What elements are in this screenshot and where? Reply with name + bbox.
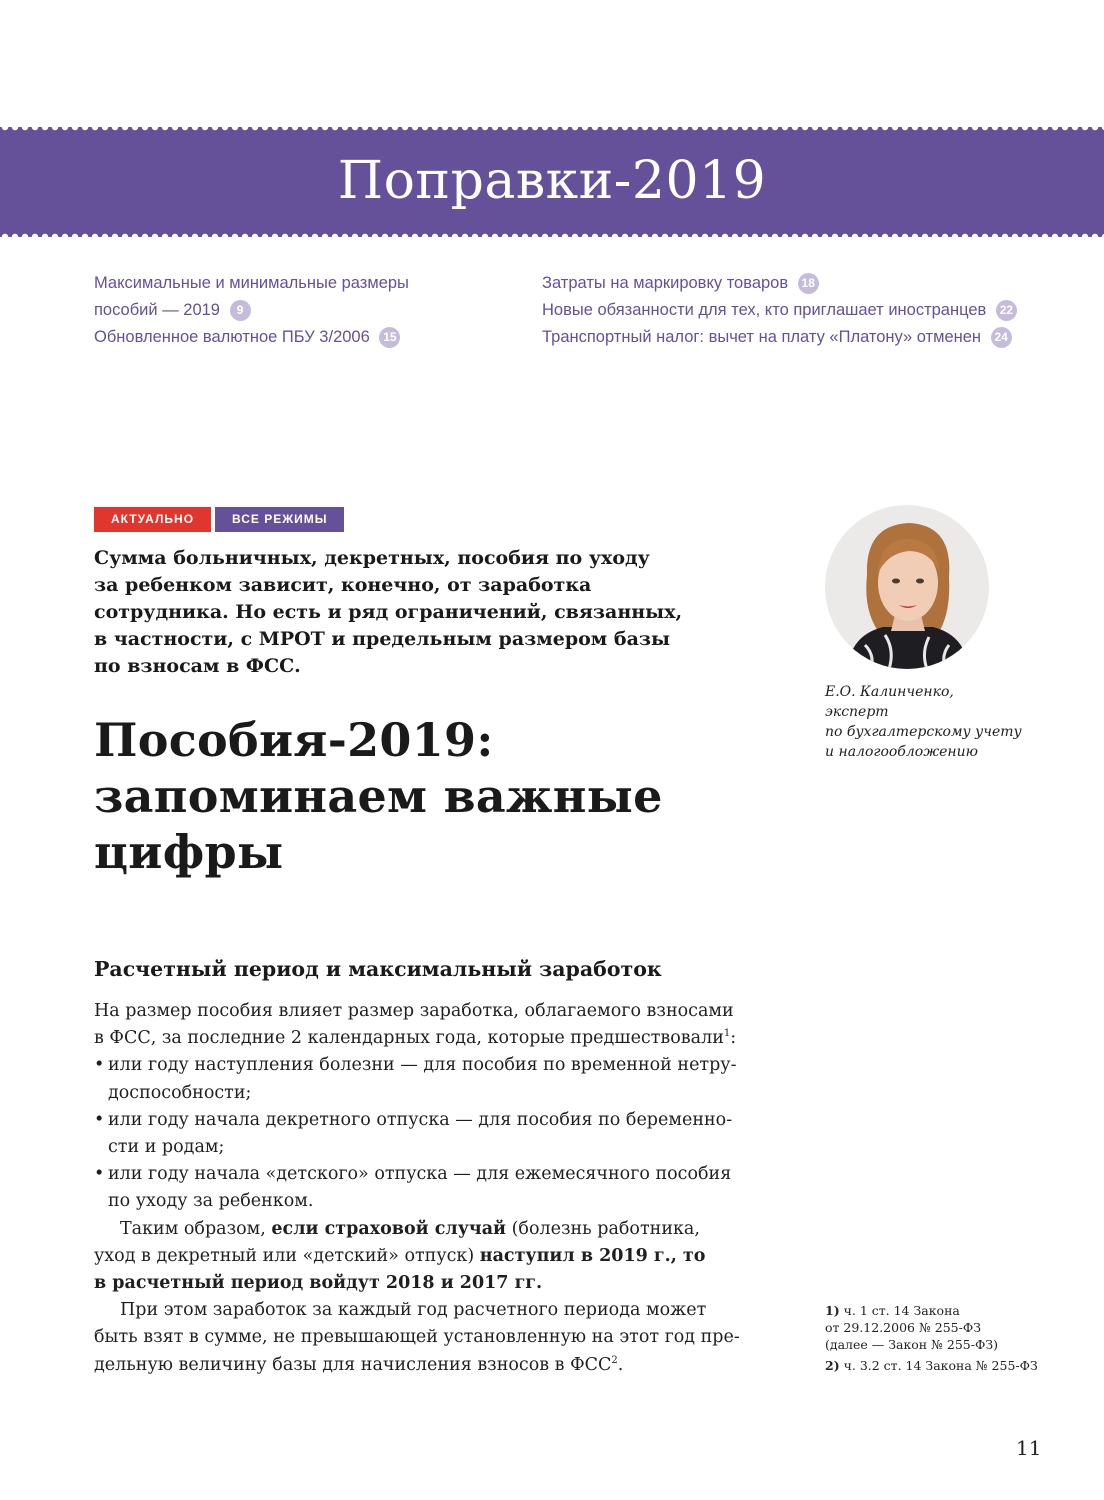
banner-top-edge (0, 123, 1104, 131)
toc-page-badge: 24 (991, 327, 1012, 348)
author-name: Е.О. Калинченко, (825, 684, 954, 700)
tag-all-regimes: ВСЕ РЕЖИМЫ (215, 507, 344, 532)
banner-bottom-edge (0, 233, 1104, 241)
lead-line: по взносам в ФСС. (94, 655, 301, 677)
title-line: цифры (94, 825, 284, 879)
author-role-line: эксперт (825, 704, 889, 720)
section-heading: Расчетный период и максимальный заработок (94, 957, 662, 981)
bullet-icon: • (94, 1109, 105, 1130)
body-line: в ФСС, за последние 2 календарных года, которые предшествовали$^1$: (94, 1028, 737, 1049)
body-line: При этом заработок за каждый год расчетного периода может (120, 1300, 707, 1321)
page-number: 11 (1016, 1436, 1042, 1460)
article-title (94, 712, 774, 880)
author-photo (825, 505, 989, 669)
author-role-line: и налогообложению (825, 744, 978, 760)
body-line: На размер пособия влияет размер заработка, облагаемого взносами (94, 1001, 734, 1021)
list-item-continuation: сти и родам; (108, 1137, 225, 1158)
toc-item-label: Максимальные и минимальные размеры (94, 274, 409, 292)
toc-right-column (542, 270, 1017, 351)
toc-page-badge: 9 (230, 300, 251, 321)
list-item: • или году начала «детского» отпуска — для ежемесячного пособия (94, 1161, 774, 1188)
body-line: дельную величину базы для начисления взносов в ФСС$^2$. (94, 1354, 624, 1375)
list-item: • или году наступления болезни — для пособия по временной нетру- (94, 1052, 774, 1079)
toc-item-label: Транспортный налог: вычет на плату «Платону» отменен (542, 328, 982, 346)
toc-item[interactable] (94, 270, 409, 297)
toc-item[interactable] (94, 297, 409, 324)
footnote-number: 2) (825, 1358, 840, 1373)
title-line: Пособия-2019: (94, 713, 494, 767)
list-item-continuation: по уходу за ребенком. (108, 1191, 314, 1212)
footnote: 1) ч. 1 ст. 14 Закона от 29.12.2006 № 255-ФЗ (далее — Закон № 255-ФЗ) (825, 1303, 999, 1352)
footnote-ref[interactable]: 1 (723, 1028, 731, 1040)
toc-page-badge: 22 (996, 300, 1017, 321)
toc-item[interactable] (542, 270, 1017, 297)
lead-line: сотрудника. Но есть и ряд ограничений, связанных, (94, 601, 683, 623)
list-item-continuation: доспособности; (108, 1082, 252, 1103)
toc-page-badge: 18 (798, 273, 819, 294)
bullet-icon: • (94, 1055, 105, 1076)
body-line: в расчетный период войдут 2018 и 2017 гг. (94, 1273, 543, 1294)
toc-item[interactable] (94, 324, 409, 351)
article-body (94, 998, 774, 1379)
toc-left-column (94, 270, 409, 351)
lead-line: в частности, с МРОТ и предельным размером базы (94, 628, 671, 650)
article-tags (94, 507, 348, 532)
footnote: 2) ч. 3.2 ст. 14 Закона № 255-ФЗ (825, 1358, 1038, 1373)
footnotes (825, 1302, 1075, 1378)
toc-item-label: Обновленное валютное ПБУ 3/2006 (94, 328, 370, 346)
author-caption (825, 682, 1065, 762)
section-title: Поправки-2019 (337, 151, 767, 211)
body-line: быть взят в сумме, не превышающей установленную на этот год пре- (94, 1327, 740, 1348)
toc-item-label: пособий — 2019 (94, 301, 220, 319)
footnote-ref[interactable]: 2 (611, 1354, 618, 1366)
lead-line: Сумма больничных, декретных, пособия по уходу (94, 547, 650, 569)
toc-item[interactable] (542, 324, 1017, 351)
list-item: • или году начала декретного отпуска — для пособия по беременно- (94, 1107, 774, 1134)
body-line: Таким образом, если страховой случай (болезнь работника, (120, 1218, 700, 1239)
bullet-icon: • (94, 1164, 105, 1185)
author-role-line: по бухгалтерскому учету (825, 724, 1022, 740)
lead-line: за ребенком зависит, конечно, от заработка (94, 574, 592, 596)
section-banner (0, 127, 1104, 237)
article-lead (94, 545, 734, 680)
footnote-number: 1) (825, 1303, 840, 1318)
toc-page-badge: 15 (379, 327, 400, 348)
tag-relevant: АКТУАЛЬНО (94, 507, 211, 532)
toc-item[interactable] (542, 297, 1017, 324)
toc-item-label: Новые обязанности для тех, кто приглашает иностранцев (542, 301, 987, 319)
toc-item-label: Затраты на маркировку товаров (542, 274, 789, 292)
body-line: уход в декретный или «детский» отпуск) наступил в 2019 г., то (94, 1245, 706, 1266)
title-line: запоминаем важные (94, 769, 663, 823)
